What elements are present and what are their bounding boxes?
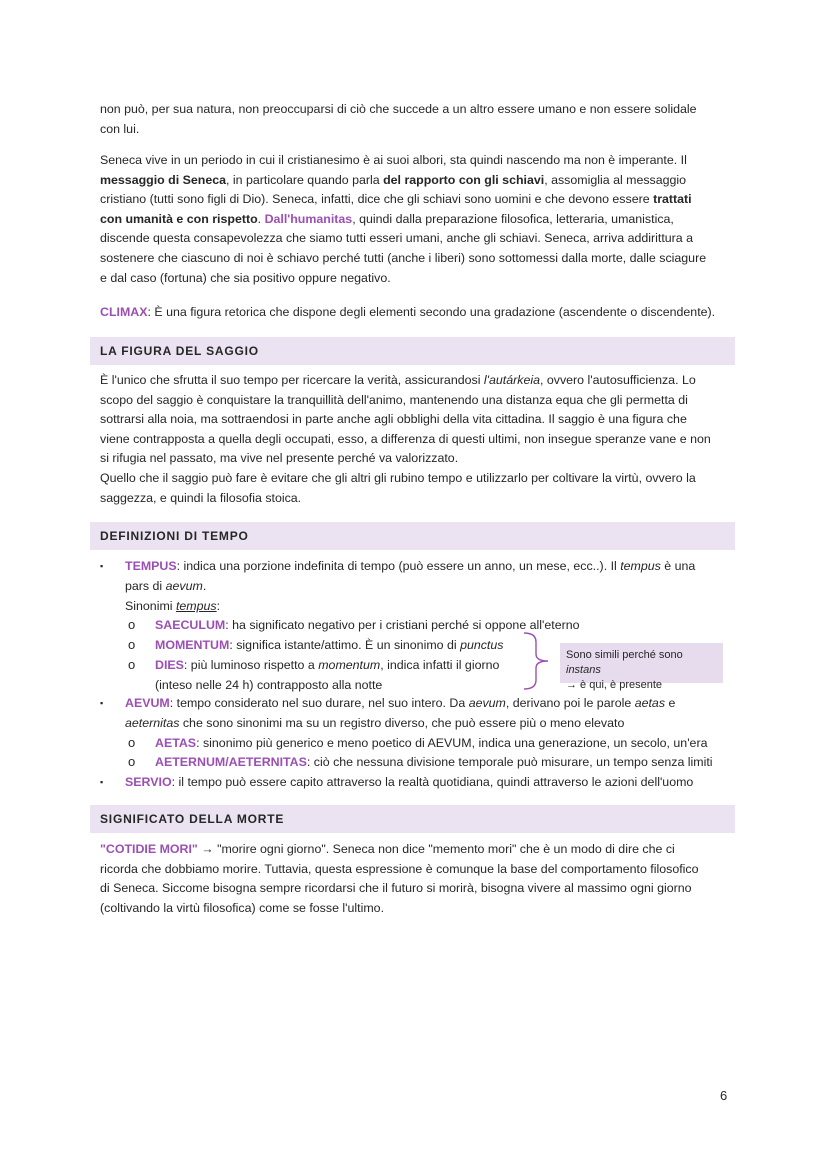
circle-bullet: o [128, 754, 136, 769]
text-line: ricorda che dobbiamo morire. Tuttavia, questa espressione è comunque la base del comportamento filosofico [100, 861, 699, 876]
text-span: È l'unico che sfrutta il suo tempo per ricercare la verità, assicurandosi [100, 373, 484, 387]
text-span: , assomiglia al messaggio [544, 172, 687, 187]
text-span: pars di [125, 579, 166, 593]
text-line [100, 303, 735, 323]
italic-term: momentum [318, 658, 381, 672]
saggio-paragraph [100, 371, 735, 508]
text-span: : tempo considerato nel suo durare, nel suo intero. Da [169, 696, 469, 710]
text-span: cristiano (tutti sono figli di Dio). Seneca, infatti, dice che gli schiavi sono uomini e che devono essere [100, 192, 654, 207]
text-line: non può, per sua natura, non preoccuparsi di ciò che succede a un altro essere umano e non essere solidale [100, 102, 697, 116]
list-item-tempus [125, 556, 695, 576]
text-line: viene contrapposta a quella degli occupati, esso, a differenza di questi ultimi, non insegue speranze vane e non [100, 431, 711, 446]
morte-paragraph [100, 840, 735, 918]
section-heading-tempo: DEFINIZIONI DI TEMPO [90, 522, 735, 550]
highlight-term: Dall'humanitas [264, 211, 353, 226]
highlight-term: AETAS [155, 736, 197, 750]
text-line: Quello che il saggio può fare è evitare che gli altri gli rubino tempo e utilizzarlo per coltivare la virtù, ovvero la [100, 470, 696, 485]
highlight-term: TEMPUS [125, 559, 177, 573]
circle-bullet: o [128, 617, 136, 632]
text-span: . [257, 211, 265, 226]
text-line: scopo del saggio è conquistare la tranquillità dell'animo, mantenendo una distanza equa che gli permetta di [100, 392, 688, 407]
text-span: , quindi dalla preparazione filosofica, letteraria, umanistica, [352, 211, 674, 226]
text-line [100, 371, 735, 391]
text-span: : sinonimo più generico e meno poetico di AEVUM, indica una generazione, un secolo, un'era [196, 736, 708, 750]
text-line: e dal caso (fortuna) che sia positivo oppure negativo. [100, 270, 391, 285]
note-line [566, 648, 717, 678]
list-item-momentum [155, 635, 503, 655]
text-line: discende questa consapevolezza che siamo tutti esseri umani, anche gli schiavi. Seneca, arriva addirittura a [100, 231, 694, 246]
text-line [100, 840, 735, 860]
bold-term: trattati [653, 192, 692, 207]
text-line: sostenere che ciascuno di noi è schiavo perché tutti (anche i liberi) sono sottomessi dalla morte, dalle sciagure [100, 250, 707, 265]
square-bullet: ▪ [100, 777, 104, 787]
highlight-term: "COTIDIE MORI" [100, 842, 198, 856]
intro-paragraph [100, 100, 735, 139]
text-line: con lui. [100, 121, 140, 136]
list-item-aevum [125, 693, 675, 713]
text-span: : significa istante/attimo. È un sinonimo di [229, 638, 461, 652]
list-item-aetas [155, 733, 707, 753]
text-span: → "morire ogni giorno". Seneca non dice "memento mori" che è un modo di dire che ci [197, 842, 675, 856]
text-span: che sono sinonimi ma su un registro diverso, che può essere più o meno elevato [179, 716, 625, 730]
list-item-aeternum [155, 752, 713, 772]
text-span: Sinonimi [125, 599, 176, 613]
text-span: , indica infatti il giorno [380, 658, 500, 672]
list-item-continuation: (inteso nelle 24 h) contrapposto alla notte [155, 678, 383, 692]
list-item-continuation [125, 576, 206, 596]
highlight-term: SERVIO [125, 775, 172, 789]
bold-term: del rapporto con gli schiavi [383, 172, 545, 187]
italic-term: punctus [460, 638, 504, 652]
text-span: : più luminoso rispetto a [183, 658, 319, 672]
text-line: (coltivando la virtù filosofica) come se fosse l'ultimo. [100, 900, 385, 915]
text-span: : il tempo può essere capito attraverso la realtà quotidiana, quindi attraverso le azioni dell'uomo [171, 775, 694, 789]
text-span: : ciò che nessuna divisione temporale può misurare, un tempo senza limiti [306, 755, 713, 769]
list-item-saeculum [155, 615, 580, 635]
circle-bullet: o [128, 637, 136, 652]
italic-term: instans [566, 664, 601, 676]
highlight-term: MOMENTUM [155, 638, 230, 652]
side-note [560, 643, 723, 691]
square-bullet: ▪ [100, 561, 104, 571]
highlight-term: CLIMAX [100, 305, 148, 319]
square-bullet: ▪ [100, 698, 104, 708]
seneca-paragraph [100, 151, 735, 288]
text-span: , ovvero l'autosufficienza. Lo [540, 373, 696, 387]
text-span: : È una figura retorica che dispone degli elementi secondo una gradazione (ascendente o discendente). [147, 305, 716, 319]
italic-term: aevum [468, 696, 506, 710]
text-span: . [202, 579, 207, 593]
text-line: si rifugia nel passato, ma vive nel presente perché va valorizzato. [100, 451, 459, 466]
text-span: e [665, 696, 676, 710]
climax-definition [100, 303, 735, 323]
bold-term: con umanità e con rispetto [100, 211, 258, 226]
text-line: Seneca vive in un periodo in cui il cristianesimo è ai suoi albori, sta quindi nascendo ma non è imperante. Il [100, 153, 687, 167]
text-span: è una [660, 559, 696, 573]
highlight-term: AETERNUM/AETERNITAS [155, 755, 307, 769]
list-item-dies [155, 655, 499, 675]
curly-brace-icon [522, 632, 556, 690]
text-span: , derivano poi le parole [505, 696, 635, 710]
italic-term: aevum [165, 579, 203, 593]
italic-term: tempus [175, 599, 217, 613]
text-line: saggezza, e quindi la filosofia stoica. [100, 490, 302, 505]
italic-term: tempus [620, 559, 661, 573]
section-heading-morte: SIGNIFICATO DELLA MORTE [90, 805, 735, 833]
bold-term: messaggio di Seneca [100, 172, 227, 187]
text-span: : ha significato negativo per i cristiani perché si oppone all'eterno [225, 618, 580, 632]
text-line [100, 210, 735, 230]
circle-bullet: o [128, 735, 136, 750]
circle-bullet: o [128, 657, 136, 672]
section-heading-saggio: LA FIGURA DEL SAGGIO [90, 337, 735, 365]
text-span: , in particolare quando parla [226, 172, 384, 187]
text-line: di Seneca. Siccome bisogna sempre ricordarsi che il futuro si morirà, bisogna vivere al massimo ogni giorno [100, 881, 692, 896]
text-line [100, 190, 735, 210]
italic-term: aeternitas [125, 716, 180, 730]
italic-term: aetas [634, 696, 666, 710]
italic-term: l'autárkeia [483, 373, 540, 387]
highlight-term: AEVUM [125, 696, 170, 710]
text-span: Sono simili perché sono [566, 649, 683, 661]
highlight-term: SAECULUM [155, 618, 226, 632]
text-span: : indica una porzione indefinita di tempo (può essere un anno, un mese, ecc..). Il [176, 559, 621, 573]
note-line: → è qui, è presente [566, 679, 663, 691]
highlight-term: DIES [155, 658, 184, 672]
text-line: sottrarsi alla noia, ma sottraendosi in parte anche agli obblighi della vita cittadina. Il saggio è una figura che [100, 412, 687, 427]
page-number: 6 [720, 1088, 728, 1103]
text-span: : [216, 599, 221, 613]
list-item-servio [125, 772, 693, 792]
text-line [100, 171, 735, 191]
list-item-continuation [125, 713, 624, 733]
sinonimi-label [125, 596, 220, 616]
